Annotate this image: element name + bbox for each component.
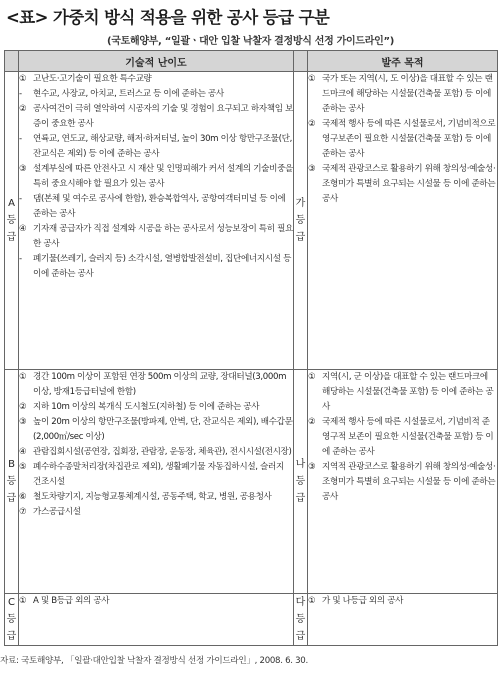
item-text: 가스공급시설	[33, 507, 81, 517]
sub-item	[19, 132, 293, 162]
numbered-item	[19, 102, 293, 132]
numbered-item	[19, 505, 293, 520]
header-corner-2	[294, 51, 308, 72]
item-number: ①	[308, 596, 316, 606]
item-text: 경간 100m 이상이 포함된 연장 500m 이상의 교량, 장대터널(3,000m 이상, 방재1등급터널에 한함)	[33, 372, 287, 397]
grade-row-b	[5, 370, 498, 594]
header-row	[5, 51, 498, 72]
item-number: ①	[308, 372, 316, 382]
item-number: ②	[19, 402, 27, 412]
numbered-item	[308, 594, 497, 609]
item-text: 현수교, 사장교, 아치교, 트러스교 등 이에 준하는 공사	[33, 89, 224, 99]
table-title: <표> 가중치 방식 적용을 위한 공사 등급 구분	[6, 8, 330, 27]
header-difficulty: 기술적 난이도	[19, 51, 294, 72]
grade-label-a: A 등 급	[5, 72, 19, 370]
numbered-item	[19, 415, 293, 445]
dash-marker: -	[19, 89, 22, 99]
item-text: 국제적 행사 등에 따른 시설물로서, 기념비적으로 영구보존이 필요한 시설물(건축물 포함) 등 이에 준하는 공사	[322, 119, 496, 159]
dash-marker: -	[19, 134, 22, 144]
item-text: 국가 또는 지역(시, 도 이상)을 대표할 수 있는 랜드마크에 해당하는 시설물(건축물 포함) 등 이에 준하는 공사	[322, 74, 493, 114]
header-corner	[5, 51, 19, 72]
numbered-item	[19, 370, 293, 400]
item-text: 지역(시, 군 이상)을 대표할 수 있는 랜드마크에 해당하는 시설물(건축물 포함) 등 이에 준하는 공사	[322, 372, 494, 412]
item-text: 국제적 관광코스로 활용하기 위해 창의성·예술성·조형미가 특별히 요구되는 시설물 등 이에 준하는 공사	[322, 164, 496, 204]
grade-row-a	[5, 72, 498, 370]
numbered-item	[19, 400, 293, 415]
numbered-item	[308, 162, 497, 207]
item-number: ③	[308, 164, 316, 174]
item-number: ⑥	[19, 492, 27, 502]
grade-label-ga: 가 등 급	[294, 72, 308, 370]
item-text: 철도차량기지, 지능형교통체계시설, 공동주택, 학교, 병원, 공용청사	[33, 492, 272, 502]
item-text: 관람집회시설(공연장, 집회장, 관람장, 운동장, 체육관), 전시시설(전시장)	[33, 447, 292, 457]
item-number: ③	[308, 462, 316, 472]
item-text: 폐수하수종말처리장(차집관로 제외), 생활폐기물 자동집하시설, 슬러지 건조시설	[33, 462, 284, 487]
item-text: 연륙교, 연도교, 해상교량, 해저·하저터널, 높이 30m 이상 항만구조물(단, 잔교식은 제외) 등 이에 준하는 공사	[33, 134, 292, 159]
numbered-item	[308, 415, 497, 460]
item-number: ②	[308, 417, 316, 427]
numbered-item	[19, 445, 293, 460]
item-text: 높이 20m 이상의 항만구조물(방파제, 안벽, 단, 잔교식은 제외), 배수갑문(2,000㎥/sec 이상)	[33, 417, 293, 442]
numbered-item	[19, 490, 293, 505]
grade-label-da: 다 등 급	[294, 594, 308, 646]
item-number: ④	[19, 224, 27, 234]
table-subtitle: (국토해양부, “일괄ㆍ대안 입찰 낙찰자 결정방식 선정 가이드라인”)	[106, 36, 395, 47]
purpose-cell	[308, 594, 498, 646]
item-number: ④	[19, 447, 27, 457]
sub-item	[19, 192, 293, 222]
difficulty-cell	[19, 370, 294, 594]
numbered-item	[19, 72, 293, 87]
grade-label-b: B 등 급	[5, 370, 19, 594]
numbered-item	[19, 460, 293, 490]
numbered-item	[308, 370, 497, 415]
item-text: 설계부실에 따른 안전사고 시 재산 및 인명피해가 커서 설계의 기술비중을 특히 중요시해야 할 필요가 있는 공사	[33, 164, 293, 189]
grade-table	[4, 50, 498, 646]
item-text: 고난도·고기술이 필요한 특수교량	[33, 74, 152, 84]
item-text: 지역적 관광코스로 활용하기 위해 창의성·예술성·조형미가 특별히 요구되는 시설물 등 이에 준하는 공사	[322, 462, 496, 502]
item-text: 지하 10m 이상의 복개식 도시철도(지하철) 등 이에 준하는 공사	[33, 402, 260, 412]
item-number: ①	[19, 596, 27, 606]
numbered-item	[308, 117, 497, 162]
item-number: ①	[19, 74, 27, 84]
dash-marker: -	[19, 194, 22, 204]
item-number: ⑤	[19, 462, 27, 472]
purpose-cell	[308, 72, 498, 370]
grade-label-c: C 등 급	[5, 594, 19, 646]
item-number: ⑦	[19, 507, 27, 517]
item-text: 기자재 공급자가 직접 설계와 시공을 하는 공사로서 성능보장이 특히 필요한 공사	[33, 224, 293, 249]
item-text: 댐(본체 및 여수로 공사에 한함), 환승복합역사, 공항여객터미널 등 이에 준하는 공사	[33, 194, 286, 219]
item-number: ①	[308, 74, 316, 84]
grade-row-c	[5, 594, 498, 646]
purpose-cell	[308, 370, 498, 594]
item-text: 국제적 행사 등에 따른 시설물로서, 기념비적 준영구적 보존이 필요한 시설물(건축물 포함) 등 이에 준하는 공사	[322, 417, 494, 457]
source-note: 자료: 국토해양부, 「일괄·대안입찰 낙찰자 결정방식 선정 가이드라인」, 2008. 6. 30.	[0, 656, 308, 666]
numbered-item	[308, 72, 497, 117]
item-number: ①	[19, 372, 27, 382]
item-number: ③	[19, 417, 27, 427]
numbered-item	[19, 222, 293, 252]
dash-marker: -	[19, 254, 22, 264]
numbered-item	[19, 594, 293, 609]
difficulty-cell	[19, 72, 294, 370]
numbered-item	[19, 162, 293, 192]
item-text: 가 및 나등급 외의 공사	[322, 596, 404, 606]
header-purpose: 발주 목적	[308, 51, 498, 72]
item-text: 폐기물(쓰레기, 슬러지 등) 소각시설, 열병합발전설비, 집단에너지시설 등 이에 준하는 공사	[33, 254, 292, 279]
item-text: 공사여건이 극히 열악하여 시공자의 기술 및 경험이 요구되고 하자책임 보증이 중요한 공사	[33, 104, 293, 129]
difficulty-cell	[19, 594, 294, 646]
sub-item	[19, 252, 293, 282]
item-number: ③	[19, 164, 27, 174]
grade-label-na: 나 등 급	[294, 370, 308, 594]
item-number: ②	[19, 104, 27, 114]
item-number: ②	[308, 119, 316, 129]
item-text: A 및 B등급 외의 공사	[33, 596, 110, 606]
numbered-item	[308, 460, 497, 505]
sub-item	[19, 87, 293, 102]
